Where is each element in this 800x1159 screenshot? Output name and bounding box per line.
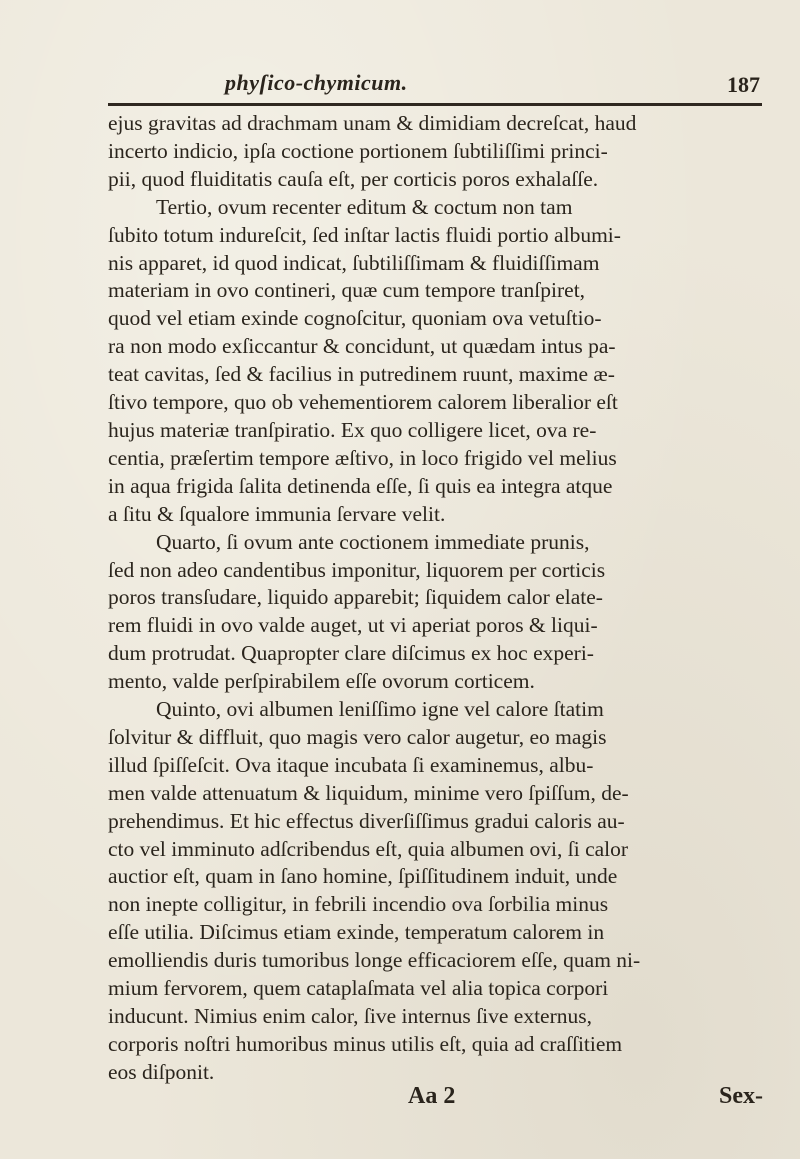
header-rule [108, 103, 762, 106]
paragraph [108, 696, 768, 1087]
text-line: Quarto, ſi ovum ante coctionem immediate prunis, [156, 529, 590, 554]
text-line: illud ſpiſſeſcit. Ova itaque incubata ſi examinemus, albu- [108, 752, 594, 777]
text-line: centia, præſertim tempore æſtivo, in loco frigido vel melius [108, 445, 617, 470]
text-line: emolliendis duris tumoribus longe efficaciorem eſſe, quam ni- [108, 948, 641, 973]
text-line: pii, quod fluiditatis cauſa eſt, per corticis poros exhalaſſe. [108, 166, 599, 191]
text-line: men valde attenuatum & liquidum, minime vero ſpiſſum, de- [108, 780, 629, 805]
text-line: eos diſponit. [108, 1059, 215, 1084]
page-number: 187 [727, 72, 760, 97]
paragraph [108, 529, 768, 696]
text-line: prehendimus. Et hic effectus diverſiſſimus gradui caloris au- [108, 808, 625, 833]
text-line: quod vel etiam exinde cognoſcitur, quoniam ova vetuſtio- [108, 306, 602, 331]
text-line: hujus materiæ tranſpiratio. Ex quo colligere licet, ova re- [108, 417, 597, 442]
text-line: inducunt. Nimius enim calor, ſive internus ſive externus, [108, 1004, 592, 1028]
text-line: ſed non adeo candentibus imponitur, liquorem per corticis [108, 557, 606, 582]
text-line: mium fervorem, quem cataplaſmata vel alia topica corpori [108, 976, 609, 1001]
catchword: Sex- [719, 1082, 763, 1109]
text-line: ejus gravitas ad drachmam unam & dimidiam decreſcat, haud [108, 111, 637, 135]
text-line: poros transſudare, liquido apparebit; ſiquidem calor elate- [108, 585, 603, 610]
running-title: phyſico-chymicum. [225, 70, 408, 95]
text-line: teat cavitas, ſed & facilius in putredinem ruunt, maxime æ- [108, 362, 615, 387]
text-line: non inepte colligitur, in febrili incendio ova ſorbilia minus [108, 892, 609, 917]
text-line: nis apparet, id quod indicat, ſubtiliſſimam & fluidiſſimam [108, 250, 600, 275]
paragraph [108, 110, 768, 194]
text-line: a ſitu & ſqualore immunia ſervare velit. [108, 501, 446, 526]
text-line: ſubito totum indureſcit, ſed inſtar lactis fluidi portio albumi- [108, 222, 621, 247]
text-line: ſtivo tempore, quo ob vehementiorem calorem liberalior eſt [108, 390, 618, 415]
text-line: rem fluidi in ovo valde auget, ut vi aperiat poros & liqui- [108, 613, 598, 638]
text-line: mento, valde perſpirabilem eſſe ovorum corticem. [108, 669, 535, 694]
text-line: Quinto, ovi albumen leniſſimo igne vel calore ſtatim [156, 697, 604, 722]
text-line: materiam in ovo contineri, quæ cum tempore tranſpiret, [108, 278, 586, 303]
page-footer [108, 1083, 763, 1111]
text-line: auctior eſt, quam in ſano homine, ſpiſſitudinem induit, unde [108, 864, 618, 889]
text-line: incerto indicio, ipſa coctione portionem ſubtiliſſimi princi- [108, 138, 608, 163]
text-line: in aqua frigida ſalita detinenda eſſe, ſi quis ea integra atque [108, 473, 613, 498]
paragraph [108, 194, 768, 529]
text-line: corporis noſtri humoribus minus utilis eſt, quia ad craſſitiem [108, 1031, 623, 1056]
text-line: eſſe utilia. Diſcimus etiam exinde, temperatum calorem in [108, 920, 605, 945]
text-line: cto vel imminuto adſcribendus eſt, quia albumen ovi, ſi calor [108, 836, 629, 861]
text-line: dum protrudat. Quapropter clare diſcimus ex hoc experi- [108, 641, 594, 666]
text-line: ra non modo exſiccantur & concidunt, ut quædam intus pa- [108, 334, 616, 359]
body-text [108, 110, 768, 1111]
text-line: ſolvitur & diffluit, quo magis vero calor augetur, eo magis [108, 724, 607, 749]
signature-mark: Aa 2 [408, 1082, 456, 1109]
text-line: Tertio, ovum recenter editum & coctum non tam [156, 194, 573, 219]
